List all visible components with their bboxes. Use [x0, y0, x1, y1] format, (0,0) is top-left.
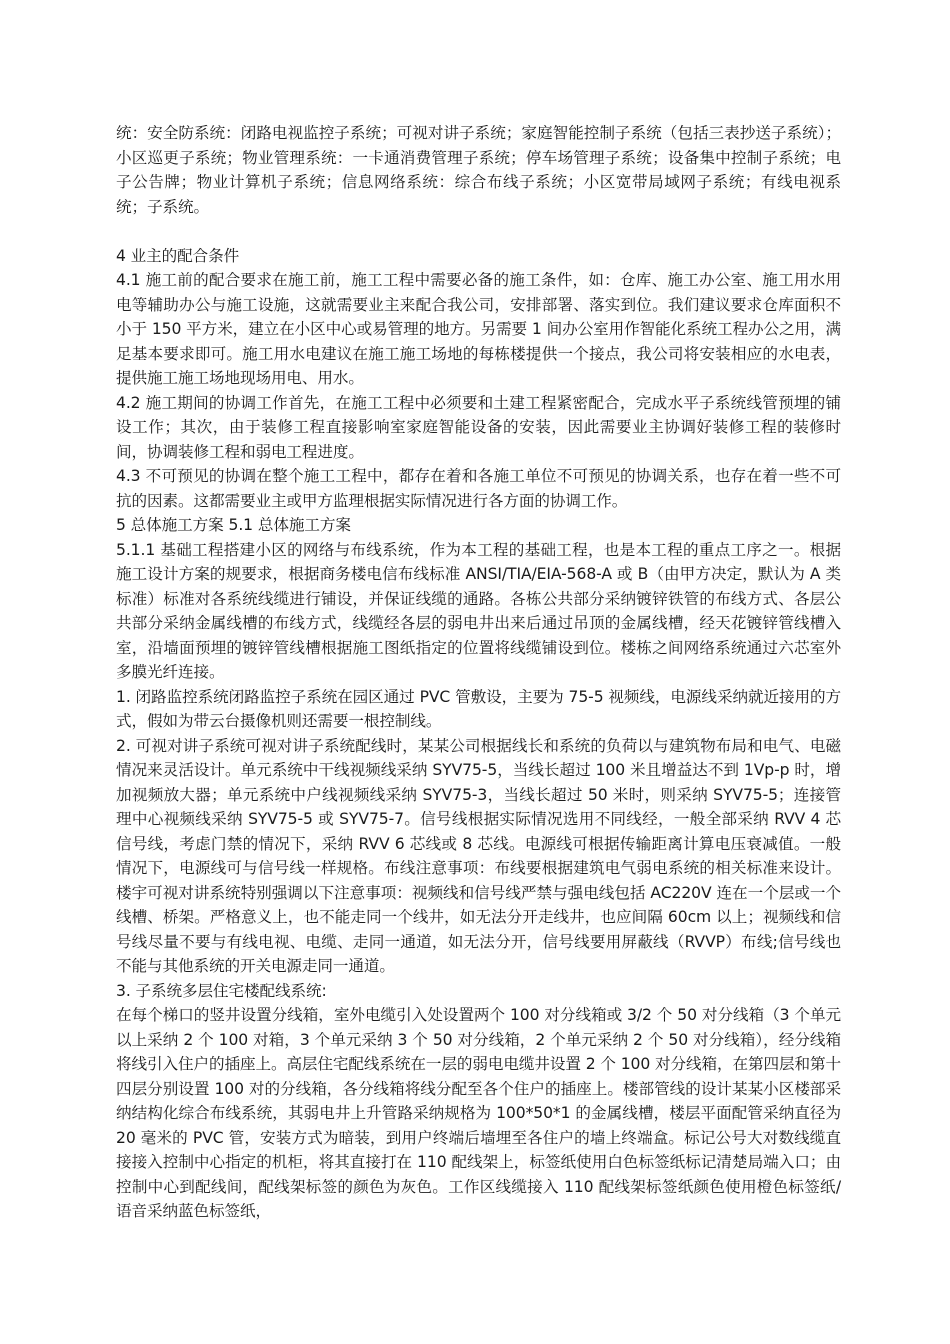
paragraph-wiring-details: 在每个梯口的竖井设置分线箱，室外电缆引入处设置两个 100 对分线箱或 3/2 个 50 对分线箱（3 个单元以上采纳 2 个 100 对箱，3 个单元采纳 3 个 50 对分线箱，2 个单元采纳 2 个 50 对分线箱），经分线箱将线引入住户的插座上。高层住宅配线系统在一层的弱电电缆井设置 2 个 100 对分线箱，在第四层和第十四层分别设置 100 对的分线箱，各分线箱将线分配至各个住户的插座上。楼部管线的设计某某小区楼部采纳结构化综合布线系统，其弱电井上升管路采纳规格为 100*50*1 的金属线槽，楼层平面配管采纳直径为 20 毫米的 PVC 管，安装方式为暗装，到用户终端后墙埋至各住户的墙上终端盒。标记公号大对数线缆直接接入控制中心指定的机柜，将其直接打在 110 配线架上，标签纸使用白色标签纸标记清楚局端入口；由控制中心到配线间，配线架标签的颜色为灰色。工作区线缆接入 110 配线架标签纸颜色使用橙色标签纸/语音采纳蓝色标签纸， — [116, 1006, 841, 1220]
paragraph-4-1: 4.1 施工前的配合要求在施工前，施工工程中需要必备的施工条件，如：仓库、施工办公室、施工用水用电等辅助办公与施工设施，这就需要业主来配合我公司，安排部署、落实到位。我们建议要求仓库面积不小于 150 平方米，建立在小区中心或易管理的地方。另需要 1 间办公室用作智能化系统工程办公之用，满足基本要求即可。施工用水电建议在施工施工场地的每栋楼提供一个接点，我公司将安装相应的水电表，提供施工施工场地现场用电、用水。 — [116, 271, 841, 387]
paragraph-cctv-system: 1. 闭路监控系统闭路监控子系统在园区通过 PVC 管敷设，主要为 75-5 视频线，电源线采纳就近接用的方式，假如为带云台摄像机则还需要一根控制线。 — [116, 687, 841, 730]
paragraph-5-1-1: 5.1.1 基础工程搭建小区的网络与布线系统，作为本工程的基础工程，也是本工程的重点工序之一。根据施工设计方案的规要求，根据商务楼电信布线标准 ANSI/TIA/EIA-568-A 或 B（由甲方决定，默认为 A 类标准）标准对各系统线缆进行铺设，并保证线缆的通路。各栋公共部分采纳镀锌铁管的布线方式、各层公共部分采纳金属线槽的布线方式，线缆经各层的弱电井出来后通过吊顶的金属线槽，经天花镀锌管线槽入室，沿墙面预埋的镀锌管线槽根据施工图纸指定的位置将线缆铺设到位。楼栋之间网络系统通过六芯室外多膜光纤连接。 — [116, 540, 841, 681]
paragraph-system-list: 统：安全防系统：闭路电视监控子系统；可视对讲子系统；家庭智能控制子系统（包括三表抄送子系统）；小区巡更子系统；物业管理系统：一卡通消费管理子系统；停车场管理子系统；设备集中控制子系统；电子公告牌；物业计算机子系统；信息网络系统：综合布线子系统；小区宽带局域网子系统；有线电视系统；子系统。 — [116, 124, 841, 216]
heading-overall-plan: 5 总体施工方案 5.1 总体施工方案 — [116, 516, 351, 534]
paragraph-4-3: 4.3 不可预见的协调在整个施工工程中，都存在着和各施工单位不可预见的协调关系，也存在着一些不可抗的因素。这都需要业主或甲方监理根据实际情况进行各方面的协调工作。 — [116, 467, 841, 510]
paragraph-spacer — [116, 219, 841, 244]
document-body — [116, 121, 841, 1224]
paragraph-intercom-system: 2. 可视对讲子系统可视对讲子系统配线时，某某公司根据线长和系统的负荷以与建筑物布局和电气、电磁情况来灵活设计。单元系统中干线视频线采纳 SYV75-5，当线长超过 100 米且增益达不到 1Vp-p 时，增加视频放大器；单元系统中户线视频线采纳 SYV75-3，当线长超过 50 米时，则采纳 SYV75-5；连接管理中心视频线采纳 SYV75-5 或 SYV75-7。信号线根据实际情况选用不同线经，一般全部采纳 RVV 4 芯信号线，考虑门禁的情况下，采纳 RVV 6 芯线或 8 芯线。电源线可根据传输距离计算电压衰减值。一般情况下，电源线可与信号线一样规格。布线注意事项：布线要根据建筑电气弱电系统的相关标准来设计。楼宇可视对讲系统特别强调以下注意事项：视频线和信号线严禁与强电线包括 AC220V 连在一个层或一个线槽、桥架。严格意义上，也不能走同一个线井，如无法分开走线井，也应间隔 60cm 以上；视频线和信号线尽量不要与有线电视、电缆、走同一通道，如无法分开，信号线要用屏蔽线（RVVP）布线;信号线也不能与其他系统的开关电源走同一通道。 — [116, 736, 841, 975]
heading-multistory-wiring: 3. 子系统多层住宅楼配线系统: — [116, 981, 327, 1000]
heading-owner-conditions: 4 业主的配合条件 — [116, 246, 240, 265]
paragraph-4-2: 4.2 施工期间的协调工作首先，在施工工程中必须要和土建工程紧密配合，完成水平子系统线管预埋的铺设工作；其次，由于装修工程直接影响室家庭智能设备的安装，因此需要业主协调好装修工程的装修时间，协调装修工程和弱电工程进度。 — [116, 393, 841, 461]
